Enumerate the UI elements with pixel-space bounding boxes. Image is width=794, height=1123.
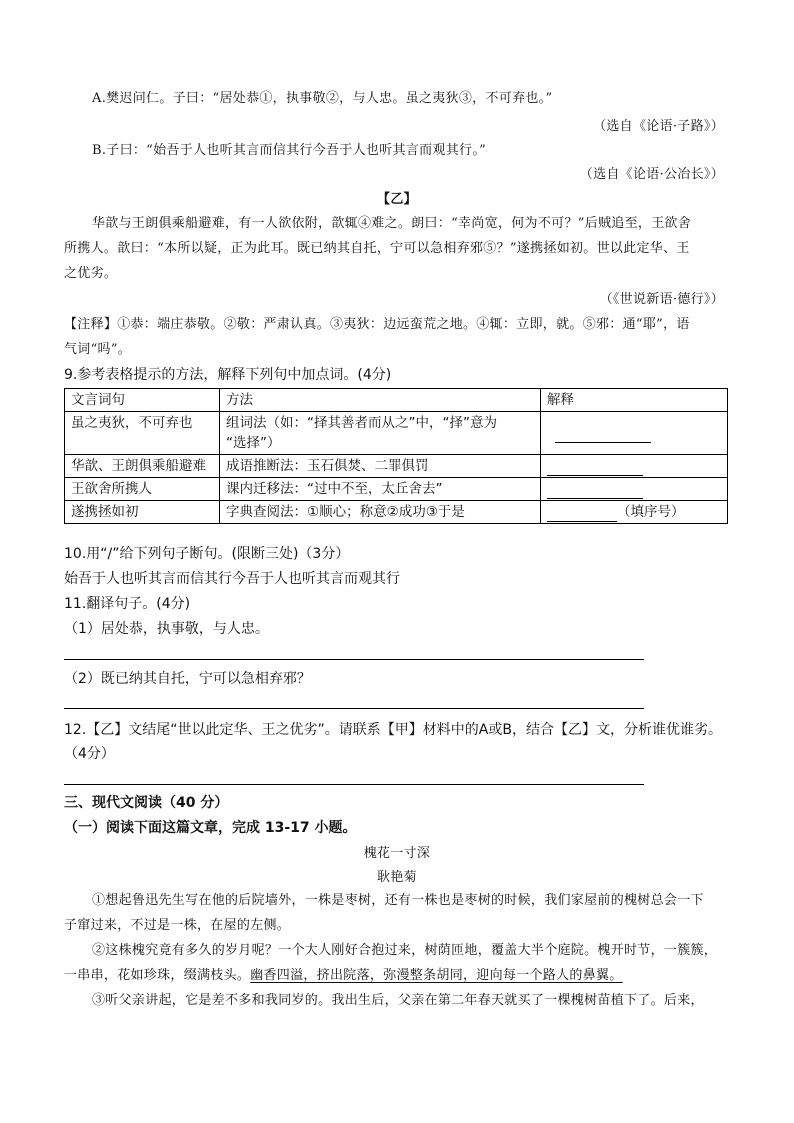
jia-a-source: （选自《论语·子路》）: [593, 119, 724, 134]
q11-item-1: （1）居处恭，执事敬，与人忠。: [64, 621, 269, 637]
q10-prompt: 10.用“/”给下列句子断句。(限断三处)（3分）: [64, 546, 350, 562]
yi-heading: 【乙】: [377, 192, 417, 207]
yi-paragraph-line-2: 所携人。歆曰：“本所以疑，正为此耳。既已纳其自托，宁可以急相弃邪⑤？”遂携拯如初。世以此定华、王: [64, 241, 690, 256]
answer-blank[interactable]: [547, 461, 643, 476]
yi-paragraph-line-3: 之优劣。: [64, 266, 118, 281]
essay-p1-line-2: 子窜过来，不过是一株，在屋的左侧。: [64, 918, 291, 933]
notes-line-2: 气词“吗”。: [64, 342, 132, 357]
row-answer-cell[interactable]: [541, 478, 728, 501]
answer-blank[interactable]: [547, 507, 617, 522]
row-phrase: 虽之夷狄，不可弃也: [65, 412, 220, 455]
q10-sentence: 始吾于人也听其言而信其行今吾于人也听其言而观其行: [64, 571, 400, 587]
q12-prompt-line-2: （4分）: [64, 746, 115, 762]
row-answer-cell[interactable]: [541, 455, 728, 478]
essay-title: 槐花一寸深: [363, 846, 431, 861]
table-row: [65, 478, 728, 501]
row-method-line: 组词法（如：“择其善者而从之”中，“择”意为: [226, 415, 497, 431]
row-method: 课内迁移法：“过中不至，太丘舍去”: [220, 478, 541, 501]
section-3-subtitle: （一）阅读下面这篇文章，完成 13-17 小题。: [64, 820, 357, 836]
row-method: [220, 412, 541, 455]
essay-p3-line-1: ③听父亲讲起，它是差不多和我同岁的。我出生后，父亲在第二年春天就买了一棵槐树苗植下了。后来，: [92, 993, 704, 1008]
row-answer-cell[interactable]: [541, 412, 728, 455]
essay-p1-line-1: ①想起鲁迅先生写在他的后院墙外，一株是枣树，还有一株也是枣树的时候，我们家屋前的槐树总会一下: [92, 893, 704, 908]
q11-answer-line-1[interactable]: [64, 659, 644, 660]
notes-line-1: 【注释】①恭：端庄恭敬。②敬：严肃认真。③夷狄：边远蛮荒之地。④辄：立即，就。⑤邪：通“耶”，语: [64, 317, 690, 332]
row-method-line: “选择”）: [226, 435, 281, 451]
row-method: 字典查阅法：①顺心；称意②成功③于是: [220, 501, 541, 524]
header-method: 方法: [220, 389, 541, 412]
jia-b-source: （选自《论语·公冶长》）: [579, 167, 724, 182]
q11-prompt: 11.翻译句子。(4分): [64, 596, 191, 612]
row-phrase: 王欲舍所携人: [65, 478, 220, 501]
answer-blank[interactable]: [547, 484, 643, 499]
table-row: [65, 501, 728, 524]
header-explanation: 解释: [541, 389, 728, 412]
yi-source: （《世说新语·德行》）: [599, 292, 724, 307]
row-method: 成语推断法：玉石俱焚、二罪俱罚: [220, 455, 541, 478]
essay-p2-line-2: [64, 967, 623, 985]
jia-a-text: A.樊迟问仁。子曰：“居处恭①，执事敬②，与人忠。虽之夷狄③，不可弃也。”: [92, 91, 553, 106]
table-header-row: [65, 389, 728, 412]
q12-answer-line[interactable]: [64, 784, 644, 785]
table-row: [65, 455, 728, 478]
yi-paragraph-line-1: 华歆与王朗俱乘船避难，有一人欲依附，歆辄④难之。朗曰：“幸尚宽，何为不可？”后贼追至，王欲舍: [92, 216, 692, 231]
q11-answer-line-2[interactable]: [64, 708, 644, 709]
q9-table: [64, 388, 728, 524]
q11-item-2: （2）既已纳其自托，宁可以急相弃邪？: [64, 671, 311, 687]
header-phrase: 文言词句: [65, 389, 220, 412]
essay-p2-line-1: ②这株槐究竟有多久的岁月呢？一个大人刚好合抱过来，树荫匝地，覆盖大半个庭院。槐开时节，一簇簇，: [92, 943, 718, 958]
essay-author: 耿艳菊: [377, 870, 417, 885]
essay-p2-plain: 一串串，花如珍珠，缀满枝头。: [64, 968, 251, 983]
q9-prompt: 9.参考表格提示的方法，解释下列句中加点词。(4分): [64, 367, 392, 383]
jia-b-text: B.子曰：“始吾于人也听其言而信其行今吾于人也听其言而观其行。”: [92, 143, 487, 158]
fill-number-hint: （填序号）: [617, 504, 685, 520]
row-phrase: 遂携拯如初: [65, 501, 220, 524]
row-answer-cell[interactable]: [541, 501, 728, 524]
row-phrase: 华歆、王朗俱乘船避难: [65, 455, 220, 478]
section-3-title: 三、现代文阅读（40 分）: [64, 795, 229, 811]
essay-p2-underlined: 幽香四溢，挤出院落，弥漫整条胡同，迎向每一个路人的鼻翼。: [250, 968, 623, 983]
q12-prompt-line-1: 12.【乙】文结尾“世以此定华、王之优劣”。请联系【甲】材料中的A或B，结合【乙】文，分析谁优谁劣。: [64, 722, 722, 738]
answer-blank[interactable]: [555, 428, 651, 443]
table-row: [65, 412, 728, 455]
